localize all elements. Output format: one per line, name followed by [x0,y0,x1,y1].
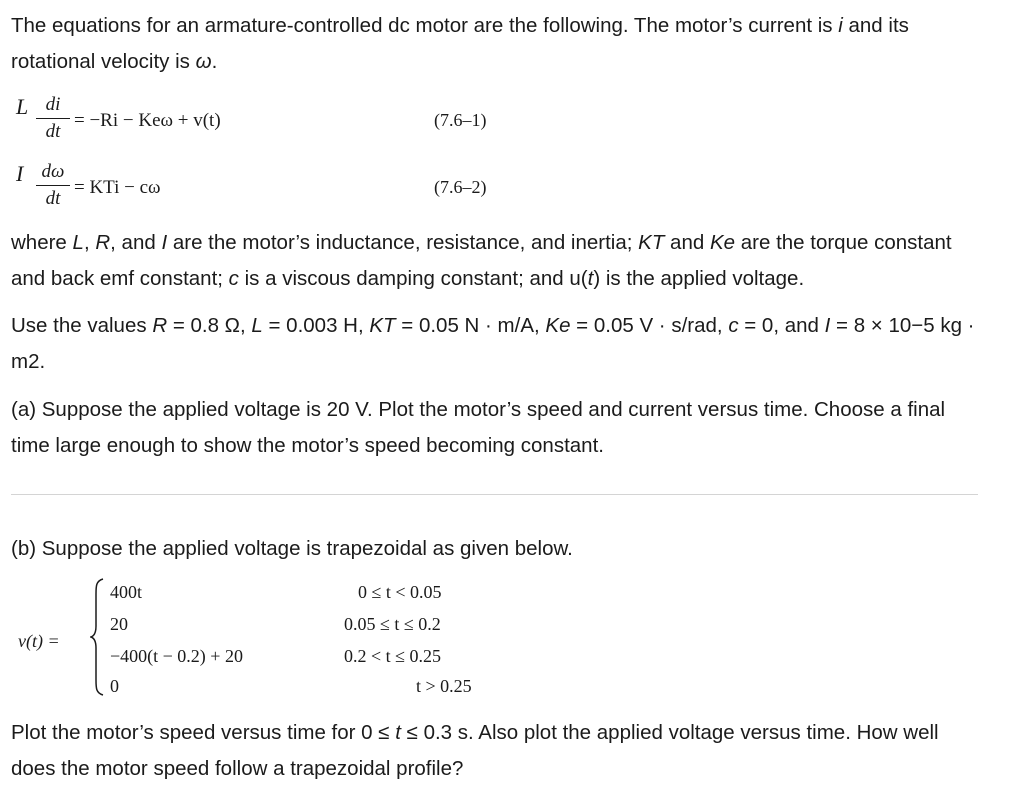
eq1-lhs: L [16,94,29,119]
values-text: = 0.8 Ω, [167,314,252,337]
eq2-rhs: = KTi − cω [74,177,161,198]
var-I: I [824,314,831,337]
values-paragraph [11,308,986,380]
var-c: c [228,267,239,290]
var-L: L [251,314,263,337]
where-text: are the motor’s inductance, resistance, and inertia; [167,231,639,254]
var-i: i [838,14,843,37]
section-divider [11,494,978,495]
eq1-fraction [36,94,70,143]
intro-text: The equations for an armature-controlled dc motor are the following. The motor’s current is [11,14,839,37]
plot-text: Plot the motor’s speed versus time for 0 ≤ [11,721,396,744]
where-paragraph [11,225,986,297]
var-t: t [395,721,401,744]
equation-7-6-1 [16,94,536,154]
left-brace [90,578,104,696]
var-KT: KT [638,231,665,254]
var-Ke: Ke [709,231,736,254]
values-text: = 0, and [738,314,825,337]
var-R: R [152,314,168,337]
case-4-cond: t > 0.25 [416,676,472,696]
eq2-denominator: dt [45,188,61,209]
case-3-cond: 0.2 < t ≤ 0.25 [344,646,442,666]
case-4-expr: 0 [110,676,119,696]
part-a-paragraph: (a) Suppose the applied voltage is 20 V. Plot the motor’s speed and current versus time. Choose a final time large enough to show the motor’s speed becoming constant. [11,398,946,457]
case-2-cond: 0.05 ≤ t ≤ 0.2 [344,614,441,634]
eq1-rhs: = −Ri − Keω + v(t) [74,110,221,131]
eq1-fraction-bar [36,118,70,119]
where-text: , and [110,231,162,254]
piecewise-lhs: v(t) = [18,631,60,651]
where-text: is a viscous damping constant; and u( [238,267,588,290]
where-text: where [11,231,73,254]
where-text: and [664,231,710,254]
values-text: = 0.05 N · m/A, [395,314,546,337]
var-I: I [161,231,168,254]
equation-7-6-2 [16,161,536,221]
plot-text: ≤ 0.3 s. Also plot the applied voltage versus time. How well does the motor speed follow a trapezoidal profile? [11,721,939,780]
var-R: R [95,231,111,254]
eq2-lhs: I [16,161,24,186]
var-omega: ω [195,50,212,73]
case-1-expr: 400t [110,582,143,602]
where-text: ) is the applied voltage. [593,267,805,290]
eq2-fraction [36,161,70,210]
eq2-fraction-bar [36,185,70,186]
case-2-expr: 20 [110,614,128,634]
eq2-number: (7.6–2) [434,177,487,197]
intro-text-3: . [211,50,218,73]
values-text: Use the values [11,314,153,337]
piecewise-equation [18,576,518,706]
values-text: = 0.003 H, [262,314,370,337]
var-Ke: Ke [545,314,571,337]
where-text: are the torque constant and back emf constant; [11,231,952,290]
where-text: , [83,231,96,254]
values-text: = 0.05 V · s/rad, [570,314,729,337]
intro-text-2: and its rotational velocity is [11,14,909,73]
var-t: t [587,267,594,290]
plot-instructions-paragraph [11,715,986,787]
eq1-number: (7.6–1) [434,110,487,130]
part-b-paragraph: (b) Suppose the applied voltage is trapezoidal as given below. [11,537,573,560]
var-L: L [72,231,84,254]
case-3-expr: −400(t − 0.2) + 20 [110,646,243,666]
eq2-numerator: dω [41,161,65,182]
case-1-cond: 0 ≤ t < 0.05 [358,582,442,602]
intro-paragraph [11,8,986,80]
eq1-denominator: dt [45,121,61,142]
var-KT: KT [369,314,396,337]
eq1-numerator: di [45,94,61,115]
var-c: c [728,314,739,337]
values-text: = 8 × 10−5 kg · m2. [11,314,975,373]
